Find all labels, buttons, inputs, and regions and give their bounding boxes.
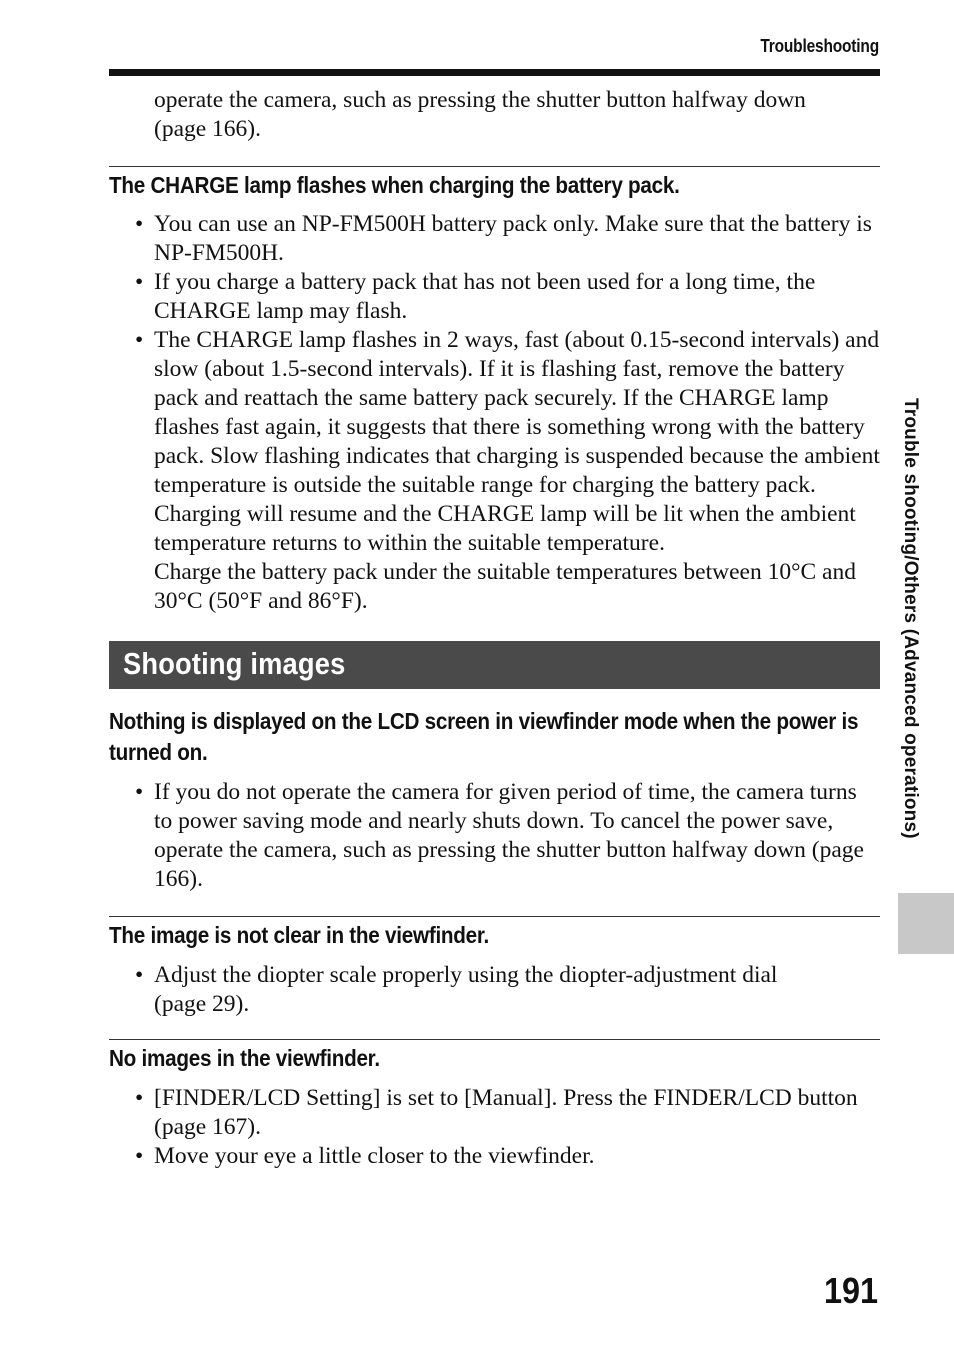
running-head: Troubleshooting [760, 36, 879, 56]
list-item: • If you do not operate the camera for given period of time, the camera turns to power saving mode and nearly shuts down. To cancel the power save, operate the camera, such as pressing the shutter button halfway down (page 166). [109, 778, 880, 894]
bullet-list [109, 961, 880, 1019]
continued-line: operate the camera, such as pressing the shutter button halfway down [154, 87, 806, 113]
bullet-list [109, 778, 880, 894]
continued-line: (page 166). [154, 116, 262, 142]
subheading: No images in the viewfinder. [109, 1045, 380, 1071]
list-item: • Adjust the diopter scale properly using the diopter-adjustment dial (page 29). [109, 961, 880, 1019]
subheading: The CHARGE lamp flashes when charging the battery pack. [109, 172, 680, 198]
note-paragraph: Charge the battery pack under the suitable temperatures between 10°C and 30°C (50°F and 86°F). [154, 559, 856, 614]
bullet-list [109, 1084, 880, 1171]
section-title: Shooting images [123, 646, 346, 681]
side-chapter-tab: Trouble shooting/Others (Advanced operations) [900, 398, 921, 839]
list-item: • If you charge a battery pack that has not been used for a long time, the CHARGE lamp may flash. [109, 268, 880, 326]
top-rule [109, 69, 880, 76]
section-title-bar [109, 641, 880, 689]
list-item: • You can use an NP-FM500H battery pack only. Make sure that the battery is NP-FM500H. [109, 210, 880, 268]
continued-paragraph [154, 86, 880, 144]
charge-lamp-section [109, 166, 880, 616]
list-item: • The CHARGE lamp flashes in 2 ways, fast (about 0.15-second intervals) and slow (about 1.5-second intervals). If it is flashing fast, remove the battery pack and reattach the same battery pack securely. If the CHARGE lamp flashes fast again, it suggests that there is something wrong with the battery pack. Slow flashing indicates that charging is suspended because the ambient temperature is outside the suitable range for charging the battery pack. Charging will resume and the CHARGE lamp will be lit when the ambient temperature returns to within the suitable temperature. [109, 326, 880, 558]
divider [109, 166, 880, 167]
bullet-list [109, 210, 880, 558]
list-item: • [FINDER/LCD Setting] is set to [Manual]. Press the FINDER/LCD button (page 167). [109, 1084, 880, 1142]
subheading: The image is not clear in the viewfinder. [109, 922, 490, 948]
divider [109, 1039, 880, 1040]
subheading: Nothing is displayed on the LCD screen in viewfinder mode when the power is turned on. [109, 708, 859, 765]
page-number: 191 [823, 1270, 878, 1311]
chapter-thumb-tab [898, 893, 954, 954]
lcd-nothing-section [109, 706, 880, 894]
divider [109, 916, 880, 917]
image-not-clear-section [109, 916, 880, 1019]
no-images-section [109, 1039, 880, 1171]
list-item: • Move your eye a little closer to the viewfinder. [109, 1142, 880, 1171]
